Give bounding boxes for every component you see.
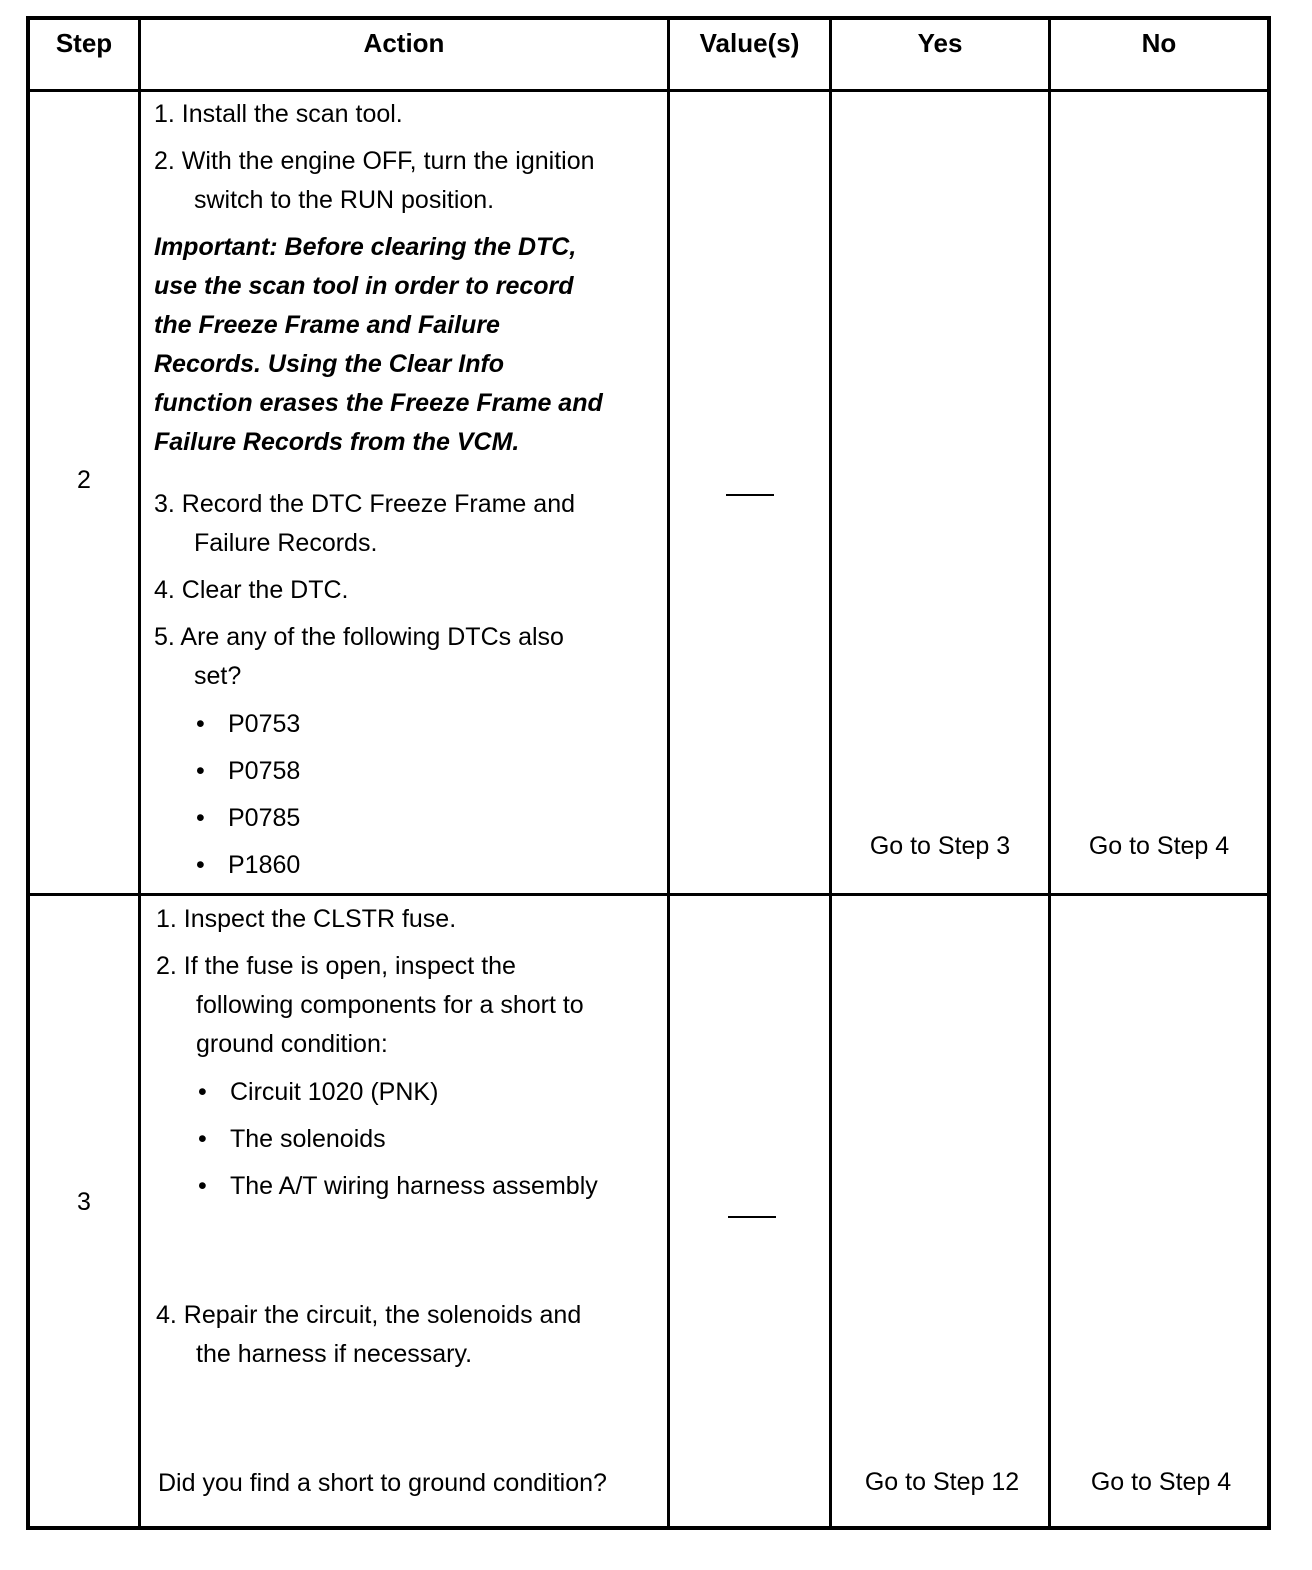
header-values: Value(s) bbox=[699, 28, 800, 58]
bullet-text: P0758 bbox=[228, 757, 301, 785]
bullet-icon: • bbox=[196, 757, 205, 785]
column-divider bbox=[138, 16, 141, 1530]
bullet-text: The solenoids bbox=[230, 1125, 386, 1153]
action-question: Did you find a short to ground condition? bbox=[158, 1469, 607, 1497]
row-divider bbox=[30, 89, 1267, 92]
action-item: 2. If the fuse is open, inspect the bbox=[156, 952, 516, 980]
component-bullet bbox=[198, 1125, 386, 1154]
bullet-icon: • bbox=[196, 851, 205, 879]
bullet-text: P0753 bbox=[228, 710, 301, 738]
step-number: 3 bbox=[77, 1188, 91, 1216]
important-line: function erases the Freeze Frame and bbox=[154, 389, 603, 417]
step-number: 2 bbox=[77, 466, 91, 494]
bullet-icon: • bbox=[198, 1172, 207, 1200]
header-yes: Yes bbox=[917, 28, 963, 58]
important-line: Records. Using the Clear Info bbox=[154, 350, 505, 378]
no-goto: Go to Step 4 bbox=[1090, 1468, 1232, 1496]
header-action: Action bbox=[363, 28, 445, 58]
dtc-bullet bbox=[196, 710, 300, 739]
bullet-text: Circuit 1020 (PNK) bbox=[230, 1078, 439, 1106]
important-line: use the scan tool in order to record bbox=[154, 272, 574, 300]
value-dash bbox=[728, 1216, 776, 1218]
action-item: the harness if necessary. bbox=[196, 1340, 473, 1368]
diagnostic-table bbox=[26, 16, 1271, 1530]
column-divider bbox=[829, 16, 832, 1530]
action-item: 1. Install the scan tool. bbox=[154, 100, 403, 128]
action-item: switch to the RUN position. bbox=[194, 186, 495, 214]
bullet-icon: • bbox=[196, 710, 205, 738]
action-item: set? bbox=[194, 662, 242, 690]
bullet-text: P0785 bbox=[228, 804, 301, 832]
component-bullet bbox=[198, 1172, 598, 1201]
column-divider bbox=[667, 16, 670, 1530]
bullet-icon: • bbox=[198, 1078, 207, 1106]
action-item: 2. With the engine OFF, turn the ignition bbox=[154, 147, 595, 175]
row-divider bbox=[30, 893, 1267, 896]
important-line: the Freeze Frame and Failure bbox=[154, 311, 500, 339]
dtc-bullet bbox=[196, 851, 300, 880]
bullet-icon: • bbox=[198, 1125, 207, 1153]
important-line: Failure Records from the VCM. bbox=[154, 428, 520, 456]
action-item: 4. Clear the DTC. bbox=[154, 576, 349, 604]
action-item: 4. Repair the circuit, the solenoids and bbox=[156, 1301, 582, 1329]
action-item: 5. Are any of the following DTCs also bbox=[154, 623, 564, 651]
no-goto: Go to Step 4 bbox=[1088, 832, 1230, 860]
value-dash bbox=[726, 494, 774, 496]
column-divider bbox=[1048, 16, 1051, 1530]
yes-goto: Go to Step 3 bbox=[869, 832, 1011, 860]
action-item: 1. Inspect the CLSTR fuse. bbox=[156, 905, 457, 933]
header-step: Step bbox=[55, 28, 113, 58]
important-note bbox=[154, 228, 603, 462]
dtc-bullet bbox=[196, 757, 300, 786]
action-item: following components for a short to bbox=[196, 991, 584, 1019]
action-item: 3. Record the DTC Freeze Frame and bbox=[154, 490, 575, 518]
action-item: Failure Records. bbox=[194, 529, 378, 557]
bullet-text: P1860 bbox=[228, 851, 301, 879]
bullet-icon: • bbox=[196, 804, 205, 832]
yes-goto: Go to Step 12 bbox=[864, 1468, 1020, 1496]
header-no: No bbox=[1141, 28, 1177, 58]
bullet-text: The A/T wiring harness assembly bbox=[230, 1172, 598, 1200]
component-bullet bbox=[198, 1078, 438, 1107]
dtc-bullet bbox=[196, 804, 300, 833]
important-line: Important: Before clearing the DTC, bbox=[154, 233, 577, 261]
action-item: ground condition: bbox=[196, 1030, 388, 1058]
